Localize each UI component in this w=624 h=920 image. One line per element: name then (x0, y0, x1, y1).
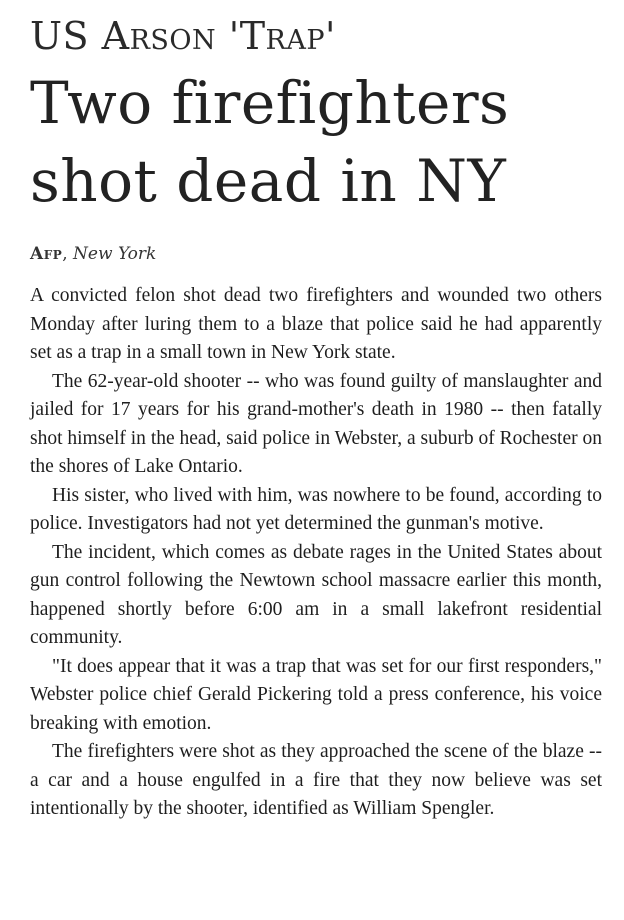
article-body (30, 282, 602, 824)
article-byline (30, 242, 602, 266)
article-paragraph: A convicted felon shot dead two firefighters and wounded two others Monday after luring them to a blaze that police said he had apparently set as a trap in a small town in New York state. (30, 285, 602, 363)
article-paragraph: His sister, who lived with him, was nowhere to be found, according to police. Investigators had not yet determined the gunman's motive. (30, 484, 602, 534)
article-paragraph: "It does appear that it was a trap that was set for our first responders," Webster police chief Gerald Pickering told a press conference, his voice breaking with emotion. (30, 655, 602, 734)
byline-place: New York (73, 244, 157, 264)
article-kicker: US Arson 'Trap' (30, 14, 336, 58)
article-paragraph: The 62-year-old shooter -- who was found guilty of manslaughter and jailed for 17 years for his grand-mother's death in 1980 -- then fatally shot himself in the head, said police in Webster, a suburb of Rochester on the shores of Lake Ontario. (30, 370, 602, 477)
news-article (30, 12, 602, 824)
article-paragraph: The incident, which comes as debate rages in the United States about gun control following the Newtown school massacre earlier this month, happened shortly before 6:00 am in a small lakefront residential community. (30, 541, 602, 648)
article-headline: Two firefighters shot dead in NY (30, 69, 510, 215)
byline-separator: , (62, 244, 74, 264)
article-paragraph: The firefighters were shot as they approached the scene of the blaze -- a car and a house engulfed in a fire that they now believe was set intentionally by the shooter, identified as William Spengler. (30, 741, 602, 819)
byline-agency: Afp (30, 244, 63, 264)
